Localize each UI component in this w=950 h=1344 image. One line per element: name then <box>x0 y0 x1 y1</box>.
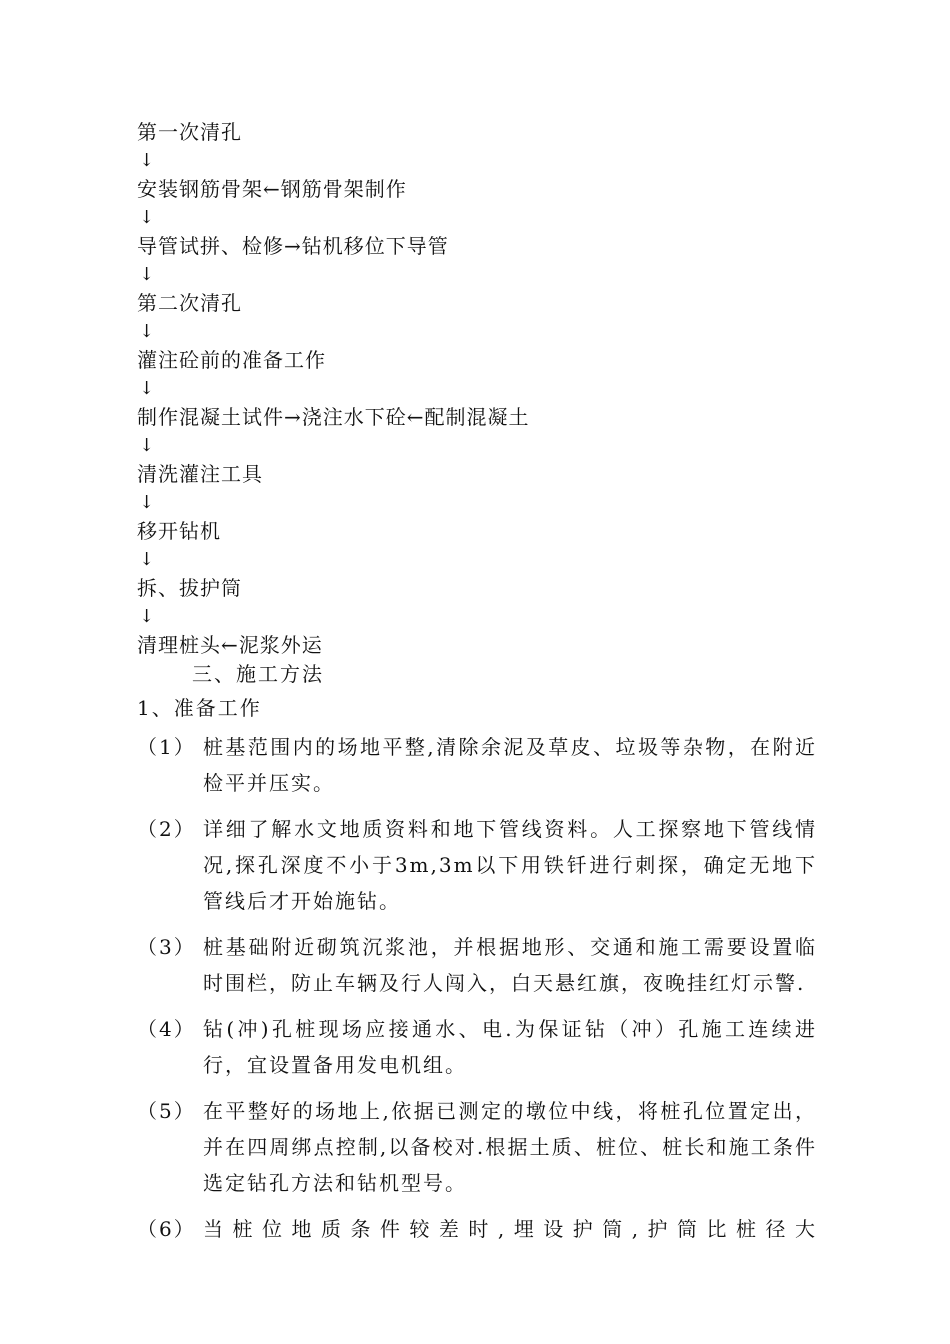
flow-arrow: ↓ <box>139 549 155 570</box>
flow-arrow: ↓ <box>139 378 155 399</box>
flow-step: 第一次清孔 <box>137 120 242 144</box>
list-item <box>137 729 817 801</box>
item-number: （1） <box>137 735 196 759</box>
construction-flowchart <box>137 117 837 660</box>
item-text: 详细了解水文地质资料和地下管线资料。人工探察地下管线情况,探孔深度不小于3m,3m以下用铁钎进行刺探，确定无地下管线后才开始施钻。 <box>203 817 817 913</box>
list-item <box>137 1011 817 1083</box>
section-title: 三、施工方法 <box>192 662 324 686</box>
flow-step: 清理桩头←泥浆外运 <box>137 633 323 657</box>
item-number: （3） <box>137 935 196 959</box>
item-text: 在平整好的场地上,依据已测定的墩位中线，将桩孔位置定出，并在四周绑点控制,以备校对.根据土质、桩位、桩长和施工条件选定钻孔方法和钻机型号。 <box>203 1099 817 1195</box>
flow-step: 制作混凝土试件→浇注水下砼←配制混凝土 <box>137 405 530 429</box>
item-number: （2） <box>137 817 196 841</box>
item-number: （4） <box>137 1017 196 1041</box>
flow-arrow: ↓ <box>139 435 155 456</box>
preparation-list <box>137 729 817 1257</box>
flow-arrow: ↓ <box>139 150 155 171</box>
item-text: 当桩位地质条件较差时,埋设护筒,护筒比桩径大 <box>203 1217 817 1241</box>
flow-arrow: ↓ <box>139 264 155 285</box>
flow-arrow: ↓ <box>139 207 155 228</box>
flow-step: 第二次清孔 <box>137 291 242 315</box>
subsection-title: 1、准备工作 <box>137 696 262 720</box>
flow-arrow: ↓ <box>139 492 155 513</box>
item-number: （6） <box>137 1217 196 1241</box>
flow-step: 导管试拼、检修→钻机移位下导管 <box>137 234 449 258</box>
item-text: 钻(冲)孔桩现场应接通水、电.为保证钻（冲）孔施工连续进行，宜设置备用发电机组。 <box>203 1017 817 1077</box>
flow-arrow: ↓ <box>139 606 155 627</box>
flow-step: 安装钢筋骨架←钢筋骨架制作 <box>137 177 407 201</box>
list-item <box>137 1093 817 1201</box>
flow-step: 拆、拔护筒 <box>137 576 242 600</box>
flow-step: 移开钻机 <box>137 519 221 543</box>
flow-arrow: ↓ <box>139 321 155 342</box>
item-text: 桩基范围内的场地平整,清除余泥及草皮、垃圾等杂物，在附近检平并压实。 <box>203 735 817 795</box>
flow-step: 清洗灌注工具 <box>137 462 263 486</box>
list-item <box>137 811 817 919</box>
list-item <box>137 1211 817 1247</box>
list-item <box>137 929 817 1001</box>
flow-step: 灌注砼前的准备工作 <box>137 348 326 372</box>
item-text: 桩基础附近砌筑沉浆池，并根据地形、交通和施工需要设置临时围栏，防止车辆及行人闯入，白天悬红旗，夜晚挂红灯示警. <box>203 935 817 995</box>
item-number: （5） <box>137 1099 196 1123</box>
